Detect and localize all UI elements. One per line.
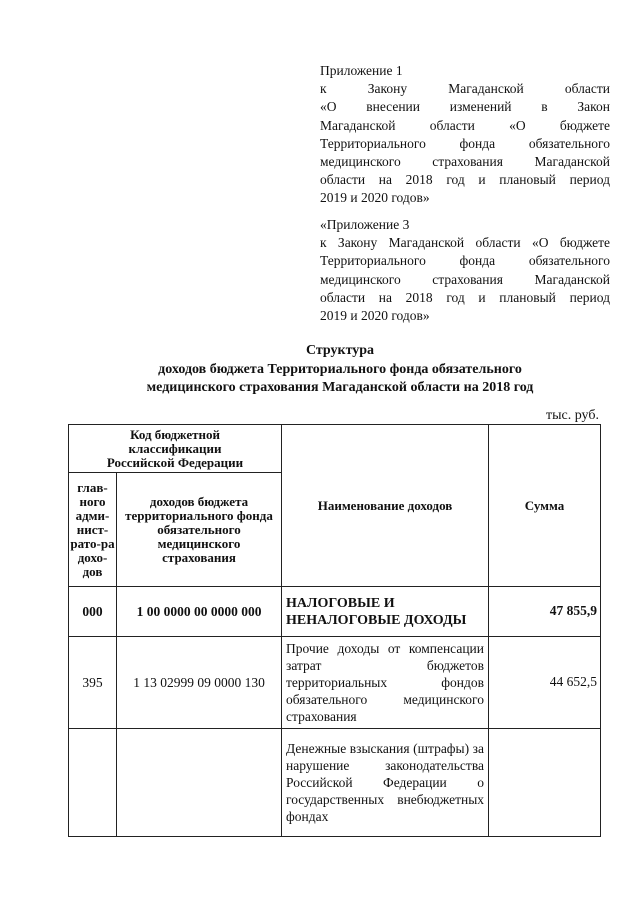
appendix-line: 2019 и 2020 годов»: [320, 190, 430, 206]
appendix-line: Магаданской области «О бюджете: [320, 117, 610, 133]
appendix-line: медицинского страхования Магаданской: [320, 154, 610, 170]
appendix-line: Территориального фонда обязательного: [320, 135, 610, 151]
header-admin: глав-ного адми-нист-рато-ра дохо-дов: [69, 473, 117, 587]
title-line: Структура: [305, 343, 375, 358]
cell-code: [117, 729, 282, 837]
appendix-line: Территориального фонда обязательного: [320, 253, 610, 269]
cell-code: 1 00 0000 00 0000 000: [117, 587, 282, 637]
appendix-3-heading: [320, 216, 610, 325]
appendix-line: Приложение 1: [320, 63, 403, 78]
table-header-row: [69, 425, 601, 473]
header-name: Наименование доходов: [282, 425, 489, 587]
units-label: тыс. руб.: [546, 408, 599, 423]
appendix-line: 2019 и 2020 годов»: [320, 308, 430, 324]
cell-name: НАЛОГОВЫЕ И НЕНАЛОГОВЫЕ ДОХОДЫ: [282, 587, 489, 637]
cell-code: 1 13 02999 09 0000 130: [117, 637, 282, 729]
title-line: медицинского страхования Магаданской области на 2018 год: [146, 380, 534, 395]
header-sum: Сумма: [489, 425, 601, 587]
table-row: [69, 637, 601, 729]
cell-admin: 000: [69, 587, 117, 637]
appendix-line: области на 2018 год и плановый период: [320, 172, 610, 188]
cell-sum: 47 855,9: [489, 587, 601, 637]
cell-sum: [489, 729, 601, 837]
document-title: [60, 342, 620, 398]
cell-admin: [69, 729, 117, 837]
income-structure-table: [68, 424, 601, 837]
title-line: доходов бюджета Территориального фонда обязательного: [158, 361, 522, 377]
appendix-line: медицинского страхования Магаданской: [320, 271, 610, 287]
header-code-group: Код бюджетной классификации Российской Федерации: [69, 425, 282, 473]
table-row: [69, 587, 601, 637]
cell-name: Прочие доходы от компенсации затрат бюджетов территориальных фондов обязательного медицинского страхования: [282, 637, 489, 729]
cell-name: Денежные взыскания (штрафы) за нарушение законодательства Российской Федерации о государственных внебюджетных фондах: [282, 729, 489, 837]
appendix-line: к Закону Магаданской области «О бюджете: [320, 235, 610, 251]
table-row: [69, 729, 601, 837]
cell-admin: 395: [69, 637, 117, 729]
appendix-1-heading: [320, 62, 610, 208]
header-income-code: доходов бюджета территориального фонда обязательного медицинского страхования: [117, 473, 282, 587]
cell-sum: 44 652,5: [489, 637, 601, 729]
appendix-line: «О внесении изменений в Закон: [320, 99, 610, 115]
appendix-line: «Приложение 3: [320, 217, 410, 232]
appendix-line: области на 2018 год и плановый период: [320, 289, 610, 305]
appendix-line: к Закону Магаданской области: [320, 81, 610, 97]
